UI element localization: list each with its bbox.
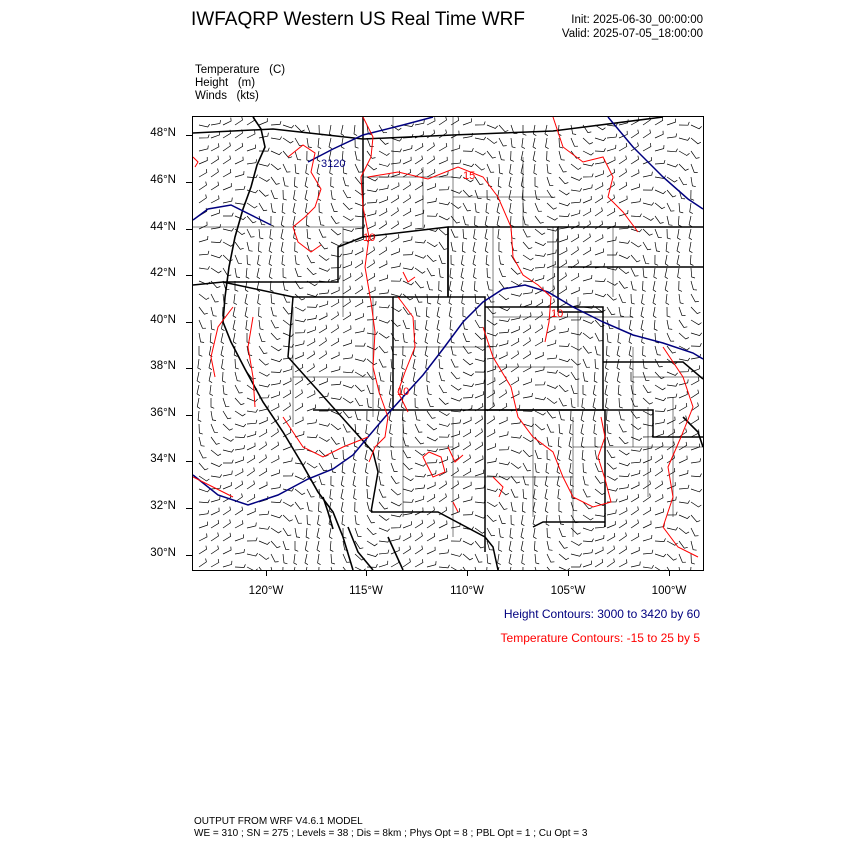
temperature-contour-label: 15 xyxy=(463,170,476,182)
lat-label-36n: 36°N xyxy=(150,407,176,419)
lon-label-120w: 120°W xyxy=(248,585,284,597)
height-contour-legend: Height Contours: 3000 to 3420 by 60 xyxy=(503,607,700,621)
map-svg xyxy=(193,117,703,570)
lon-label-105w: 105°W xyxy=(550,585,586,597)
temperature-contour-label: 10 xyxy=(363,232,376,244)
lat-label-40n: 40°N xyxy=(150,314,176,326)
temperature-contours xyxy=(193,117,698,557)
lat-label-42n: 42°N xyxy=(150,267,176,279)
field-winds: Winds (kts) xyxy=(195,90,259,102)
lat-label-34n: 34°N xyxy=(150,453,176,465)
county-boundaries xyxy=(193,117,703,537)
lat-label-46n: 46°N xyxy=(150,174,176,186)
temperature-contour-label: 10 xyxy=(551,308,564,320)
lon-label-115w: 115°W xyxy=(349,585,383,597)
lat-label-32n: 32°N xyxy=(150,500,176,512)
lat-label-44n: 44°N xyxy=(150,221,176,233)
field-temperature: Temperature (C) xyxy=(195,64,286,76)
field-list xyxy=(195,64,285,103)
valid-time: Valid: 2025-07-05_18:00:00 xyxy=(561,28,703,40)
wind-barb-field xyxy=(197,117,702,570)
model-info-footer xyxy=(194,816,587,840)
map-panel xyxy=(192,116,704,571)
temperature-contour-label: 10 xyxy=(397,386,410,398)
model-version: OUTPUT FROM WRF V4.6.1 MODEL xyxy=(194,816,363,827)
model-config: WE = 310 ; SN = 275 ; Levels = 38 ; Dis = 8km ; Phys Opt = 8 ; PBL Opt = 1 ; Cu Opt = 3 xyxy=(194,828,588,839)
lon-label-100w: 100°W xyxy=(651,585,687,597)
lat-label-48n: 48°N xyxy=(150,127,176,139)
lon-label-110w: 110°W xyxy=(450,585,484,597)
plot-title: IWFAQRP Western US Real Time WRF xyxy=(191,9,525,30)
lat-label-38n: 38°N xyxy=(150,360,176,372)
lat-label-30n: 30°N xyxy=(150,547,176,559)
field-height: Height (m) xyxy=(195,77,256,89)
wind-barbs xyxy=(197,117,702,570)
height-contour-label: 3120 xyxy=(321,158,346,170)
temperature-contour-legend: Temperature Contours: -15 to 25 by 5 xyxy=(500,631,700,645)
init-time: Init: 2025-06-30_00:00:00 xyxy=(571,14,703,26)
run-times xyxy=(562,13,703,41)
